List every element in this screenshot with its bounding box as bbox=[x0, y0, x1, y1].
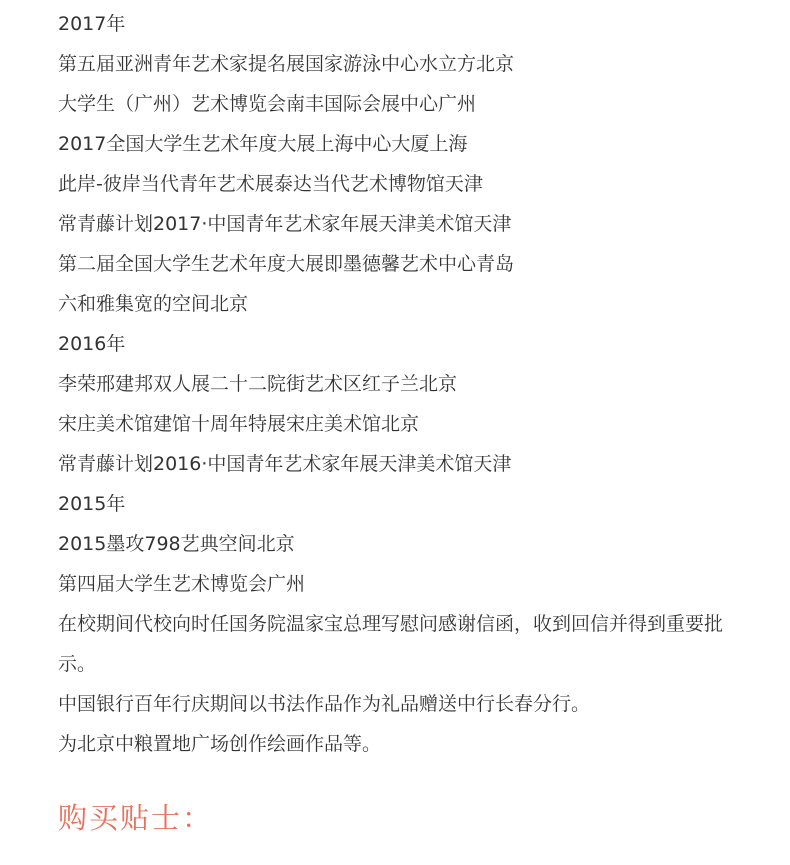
list-item: 2017全国大学生艺术年度大展上海中心大厦上海 bbox=[58, 133, 468, 155]
list-item: 第四届大学生艺术博览会广州 bbox=[58, 573, 306, 595]
list-item: 六和雅集宽的空间北京 bbox=[58, 293, 249, 315]
list-item: 大学生（广州）艺术博览会南丰国际会展中心广州 bbox=[58, 93, 477, 115]
exhibition-list bbox=[58, 4, 748, 764]
list-item: 为北京中粮置地广场创作绘画作品等。 bbox=[58, 733, 382, 755]
list-item: 第二届全国大学生艺术年度大展即墨德馨艺术中心青岛 bbox=[58, 253, 515, 275]
year-heading: 2017年 bbox=[58, 13, 126, 35]
list-item: 2015墨攻798艺典空间北京 bbox=[58, 533, 295, 555]
list-item: 宋庄美术馆建馆十周年特展宋庄美术馆北京 bbox=[58, 413, 420, 435]
list-item: 常青藤计划2017·中国青年艺术家年展天津美术馆天津 bbox=[58, 213, 512, 235]
list-item: 李荣邢建邦双人展二十二院街艺术区红子兰北京 bbox=[58, 373, 458, 395]
purchase-tips-heading: 购买贴士： bbox=[58, 801, 214, 835]
list-item: 第五届亚洲青年艺术家提名展国家游泳中心水立方北京 bbox=[58, 53, 515, 75]
year-heading: 2016年 bbox=[58, 333, 126, 355]
list-item: 常青藤计划2016·中国青年艺术家年展天津美术馆天津 bbox=[58, 453, 512, 475]
list-item: 中国银行百年行庆期间以书法作品作为礼品赠送中行长春分行。 bbox=[58, 693, 591, 715]
list-item: 在校期间代校向时任国务院温家宝总理写慰问感谢信函，收到回信并得到重要批示。 bbox=[58, 613, 724, 675]
year-heading: 2015年 bbox=[58, 493, 126, 515]
list-item: 此岸-彼岸当代青年艺术展泰达当代艺术博物馆天津 bbox=[58, 173, 483, 195]
